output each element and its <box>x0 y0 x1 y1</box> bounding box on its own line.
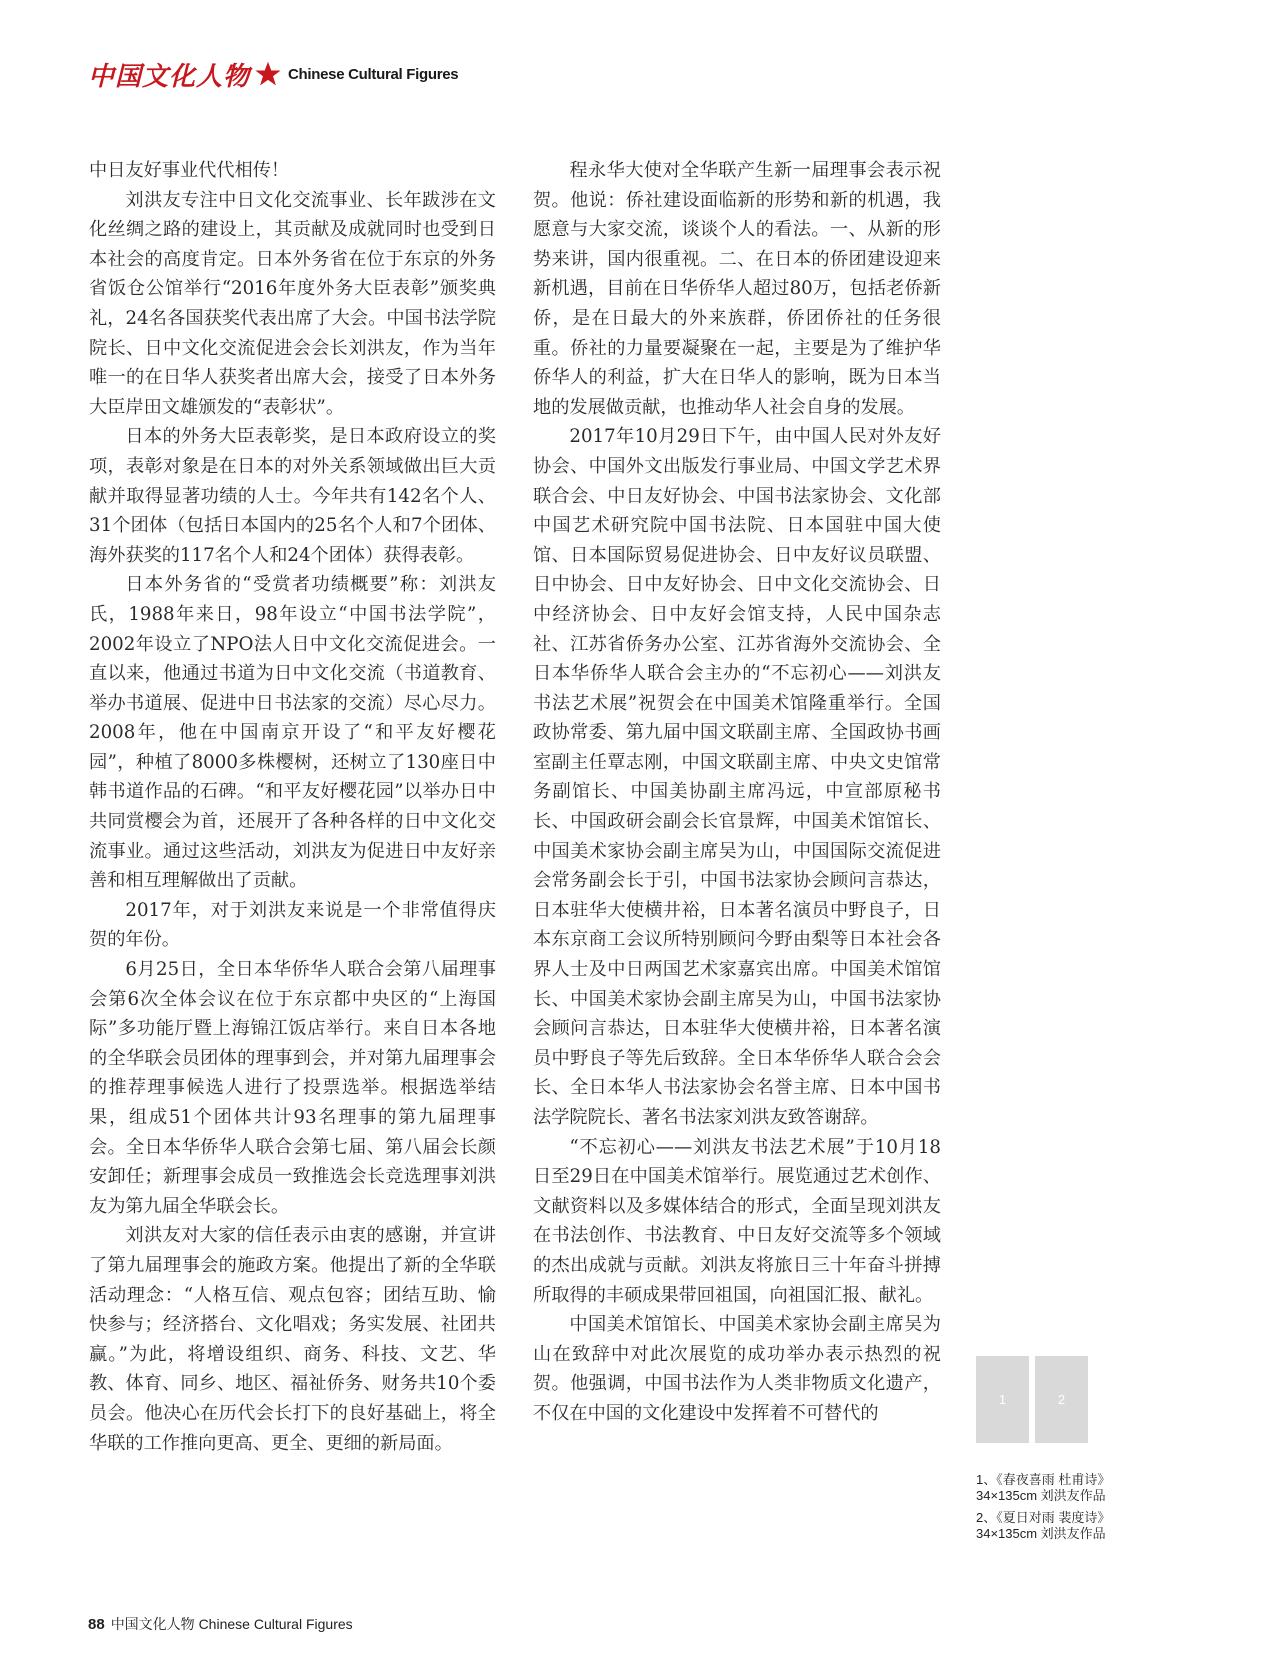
paragraph: 刘洪友对大家的信任表示由衷的感谢，并宣讲了第九届理事会的施政方案。他提出了新的全华联活动理念：“人格互信、观点包容；团结互助、愉快参与；经济搭台、文化唱戏；务实发展、社团共赢。”为此，将增设组织、商务、科技、文艺、华教、体育、同乡、地区、福祉侨务、财务共10个委员会。他决心在历代会长打下的良好基础上，将全华联的工作推向更高、更全、更细的新局面。 <box>89 1225 496 1454</box>
artwork-thumbnail-1: 1 <box>976 1356 1029 1443</box>
caption-2 <box>976 1510 1176 1542</box>
brand-chinese: 中国文化人物 <box>88 61 251 92</box>
right-column <box>533 156 941 1429</box>
paragraph: 6月25日，全日本华侨华人联合会第八届理事会第6次全体会议在位于东京都中央区的“上海国际”多功能厅暨上海锦江饭店举行。来自日本各地的全华联会员团体的理事到会，并对第九届理事会的推荐理事候选人进行了投票选举。根据选举结果，组成51个团体共计93名理事的第九届理事会。全日本华侨华人联合会第七届、第八届会长颜安卸任；新理事会成员一致推选会长竞选理事刘洪友为第九届全华联会长。 <box>89 959 496 1217</box>
footer-text: 中国文化人物 Chinese Cultural Figures <box>110 1616 353 1632</box>
paragraph: 程永华大使对全华联产生新一届理事会表示祝贺。他说：侨社建设面临新的形势和新的机遇，我愿意与大家交流，谈谈个人的看法。一、从新的形势来讲，国内很重视。二、在日本的侨团建设迎来新机遇，目前在日华侨华人超过80万，包括老侨新侨，是在日最大的外来族群，侨团侨社的任务很重。侨社的力量要凝聚在一起，主要是为了维护华侨华人的利益，扩大在日华人的影响，既为日本当地的发展做贡献，也推动华人社会自身的发展。 <box>533 160 941 418</box>
brand-english: Chinese Cultural Figures <box>288 65 459 83</box>
page-number: 88 <box>88 1616 105 1633</box>
masthead <box>88 54 458 94</box>
caption-title: 1、《春夜喜雨 杜甫诗》 <box>976 1472 1111 1487</box>
paragraph: 中国美术馆馆长、中国美术家协会副主席吴为山在致辞中对此次展览的成功举办表示热烈的祝贺。他强调，中国书法作为人类非物质文化遗产，不仅在中国的文化建设中发挥着不可替代的 <box>533 1314 941 1424</box>
paragraph: “不忘初心——刘洪友书法艺术展”于10月18日至29日在中国美术馆举行。展览通过艺术创作、文献资料以及多媒体结合的形式，全面呈现刘洪友在书法创作、书法教育、中日友好交流等多个领域的杰出成就与贡献。刘洪友将旅日三十年奋斗拼搏所取得的丰硕成果带回祖国，向祖国汇报、献礼。 <box>533 1136 941 1306</box>
artwork-captions <box>976 1472 1176 1548</box>
left-column <box>89 156 496 1458</box>
paragraph: 2017年，对于刘洪友来说是一个非常值得庆贺的年份。 <box>89 899 496 951</box>
artwork-thumbnail-2: 2 <box>1035 1356 1088 1443</box>
star-icon <box>254 60 282 88</box>
caption-detail: 34×135cm 刘洪友作品 <box>976 1526 1106 1541</box>
paragraph: 刘洪友专注中日文化交流事业、长年跋涉在文化丝绸之路的建设上，其贡献及成就同时也受到日本社会的高度肯定。日本外务省在位于东京的外务省饭仓公馆举行“2016年度外务大臣表彰”颁奖典礼，24名各国获奖代表出席了大会。中国书法学院院长、日中文化交流促进会会长刘洪友，作为当年唯一的在日华人获奖者出席大会，接受了日本外务大臣岸田文雄颁发的“表彰状”。 <box>89 189 496 418</box>
paragraph: 中日友好事业代代相传！ <box>89 160 290 181</box>
caption-detail: 34×135cm 刘洪友作品 <box>976 1488 1106 1503</box>
paragraph: 日本的外务大臣表彰奖，是日本政府设立的奖项，表彰对象是在日本的对外关系领域做出巨大贡献并取得显著功绩的人士。今年共有142名个人、31个团体（包括日本国内的25名个人和7个团体、海外获奖的117名个人和24个团体）获得表彰。 <box>89 426 496 566</box>
page-footer <box>88 1614 353 1634</box>
caption-title: 2、《夏日对雨 裴度诗》 <box>976 1510 1111 1525</box>
caption-1 <box>976 1472 1176 1504</box>
artwork-thumbnails <box>976 1356 1088 1443</box>
paragraph: 日本外务省的“受赏者功绩概要”称：刘洪友氏，1988年来日，98年设立“中国书法学院”，2002年设立了NPO法人日中文化交流促进会。一直以来，他通过书道为日中文化交流（书道教育、举办书道展、促进中日书法家的交流）尽心尽力。2008年，他在中国南京开设了“和平友好樱花园”，种植了8000多株樱树，还树立了130座日中韩书道作品的石碑。“和平友好樱花园”以举办日中共同赏樱会为首，还展开了各种各样的日中文化交流事业。通过这些活动，刘洪友为促进日中友好亲善和相互理解做出了贡献。 <box>89 574 496 892</box>
paragraph: 2017年10月29日下午，由中国人民对外友好协会、中国外文出版发行事业局、中国文学艺术界联合会、中日友好协会、中国书法家协会、文化部中国艺术研究院中国书法院、日本国驻中国大使馆、日本国际贸易促进协会、日中友好议员联盟、日中协会、日中友好协会、日中文化交流协会、日中经济协会、日中友好会馆支持，人民中国杂志社、江苏省侨务办公室、江苏省海外交流协会、全日本华侨华人联合会主办的“不忘初心——刘洪友书法艺术展”祝贺会在中国美术馆隆重举行。全国政协常委、第九届中国文联副主席、全国政协书画室副主任覃志刚，中国文联副主席、中央文史馆常务副馆长、中国美协副主席冯远，中宣部原秘书长、中国政研会副会长官景辉，中国美术馆馆长、中国美术家协会副主席吴为山，中国国际交流促进会常务副会长于引，中国书法家协会顾问言恭达，日本驻华大使横井裕，日本著名演员中野良子，日本东京商工会议所特别顾问今野由梨等日本社会各界人士及中日两国艺术家嘉宾出席。中国美术馆馆长、中国美术家协会副主席吴为山，中国书法家协会顾问言恭达，日本驻华大使横井裕，日本著名演员中野良子等先后致辞。全日本华侨华人联合会会长、全日本华人书法家协会名誉主席、日本中国书法学院院长、著名书法家刘洪友致答谢辞。 <box>533 426 941 1128</box>
